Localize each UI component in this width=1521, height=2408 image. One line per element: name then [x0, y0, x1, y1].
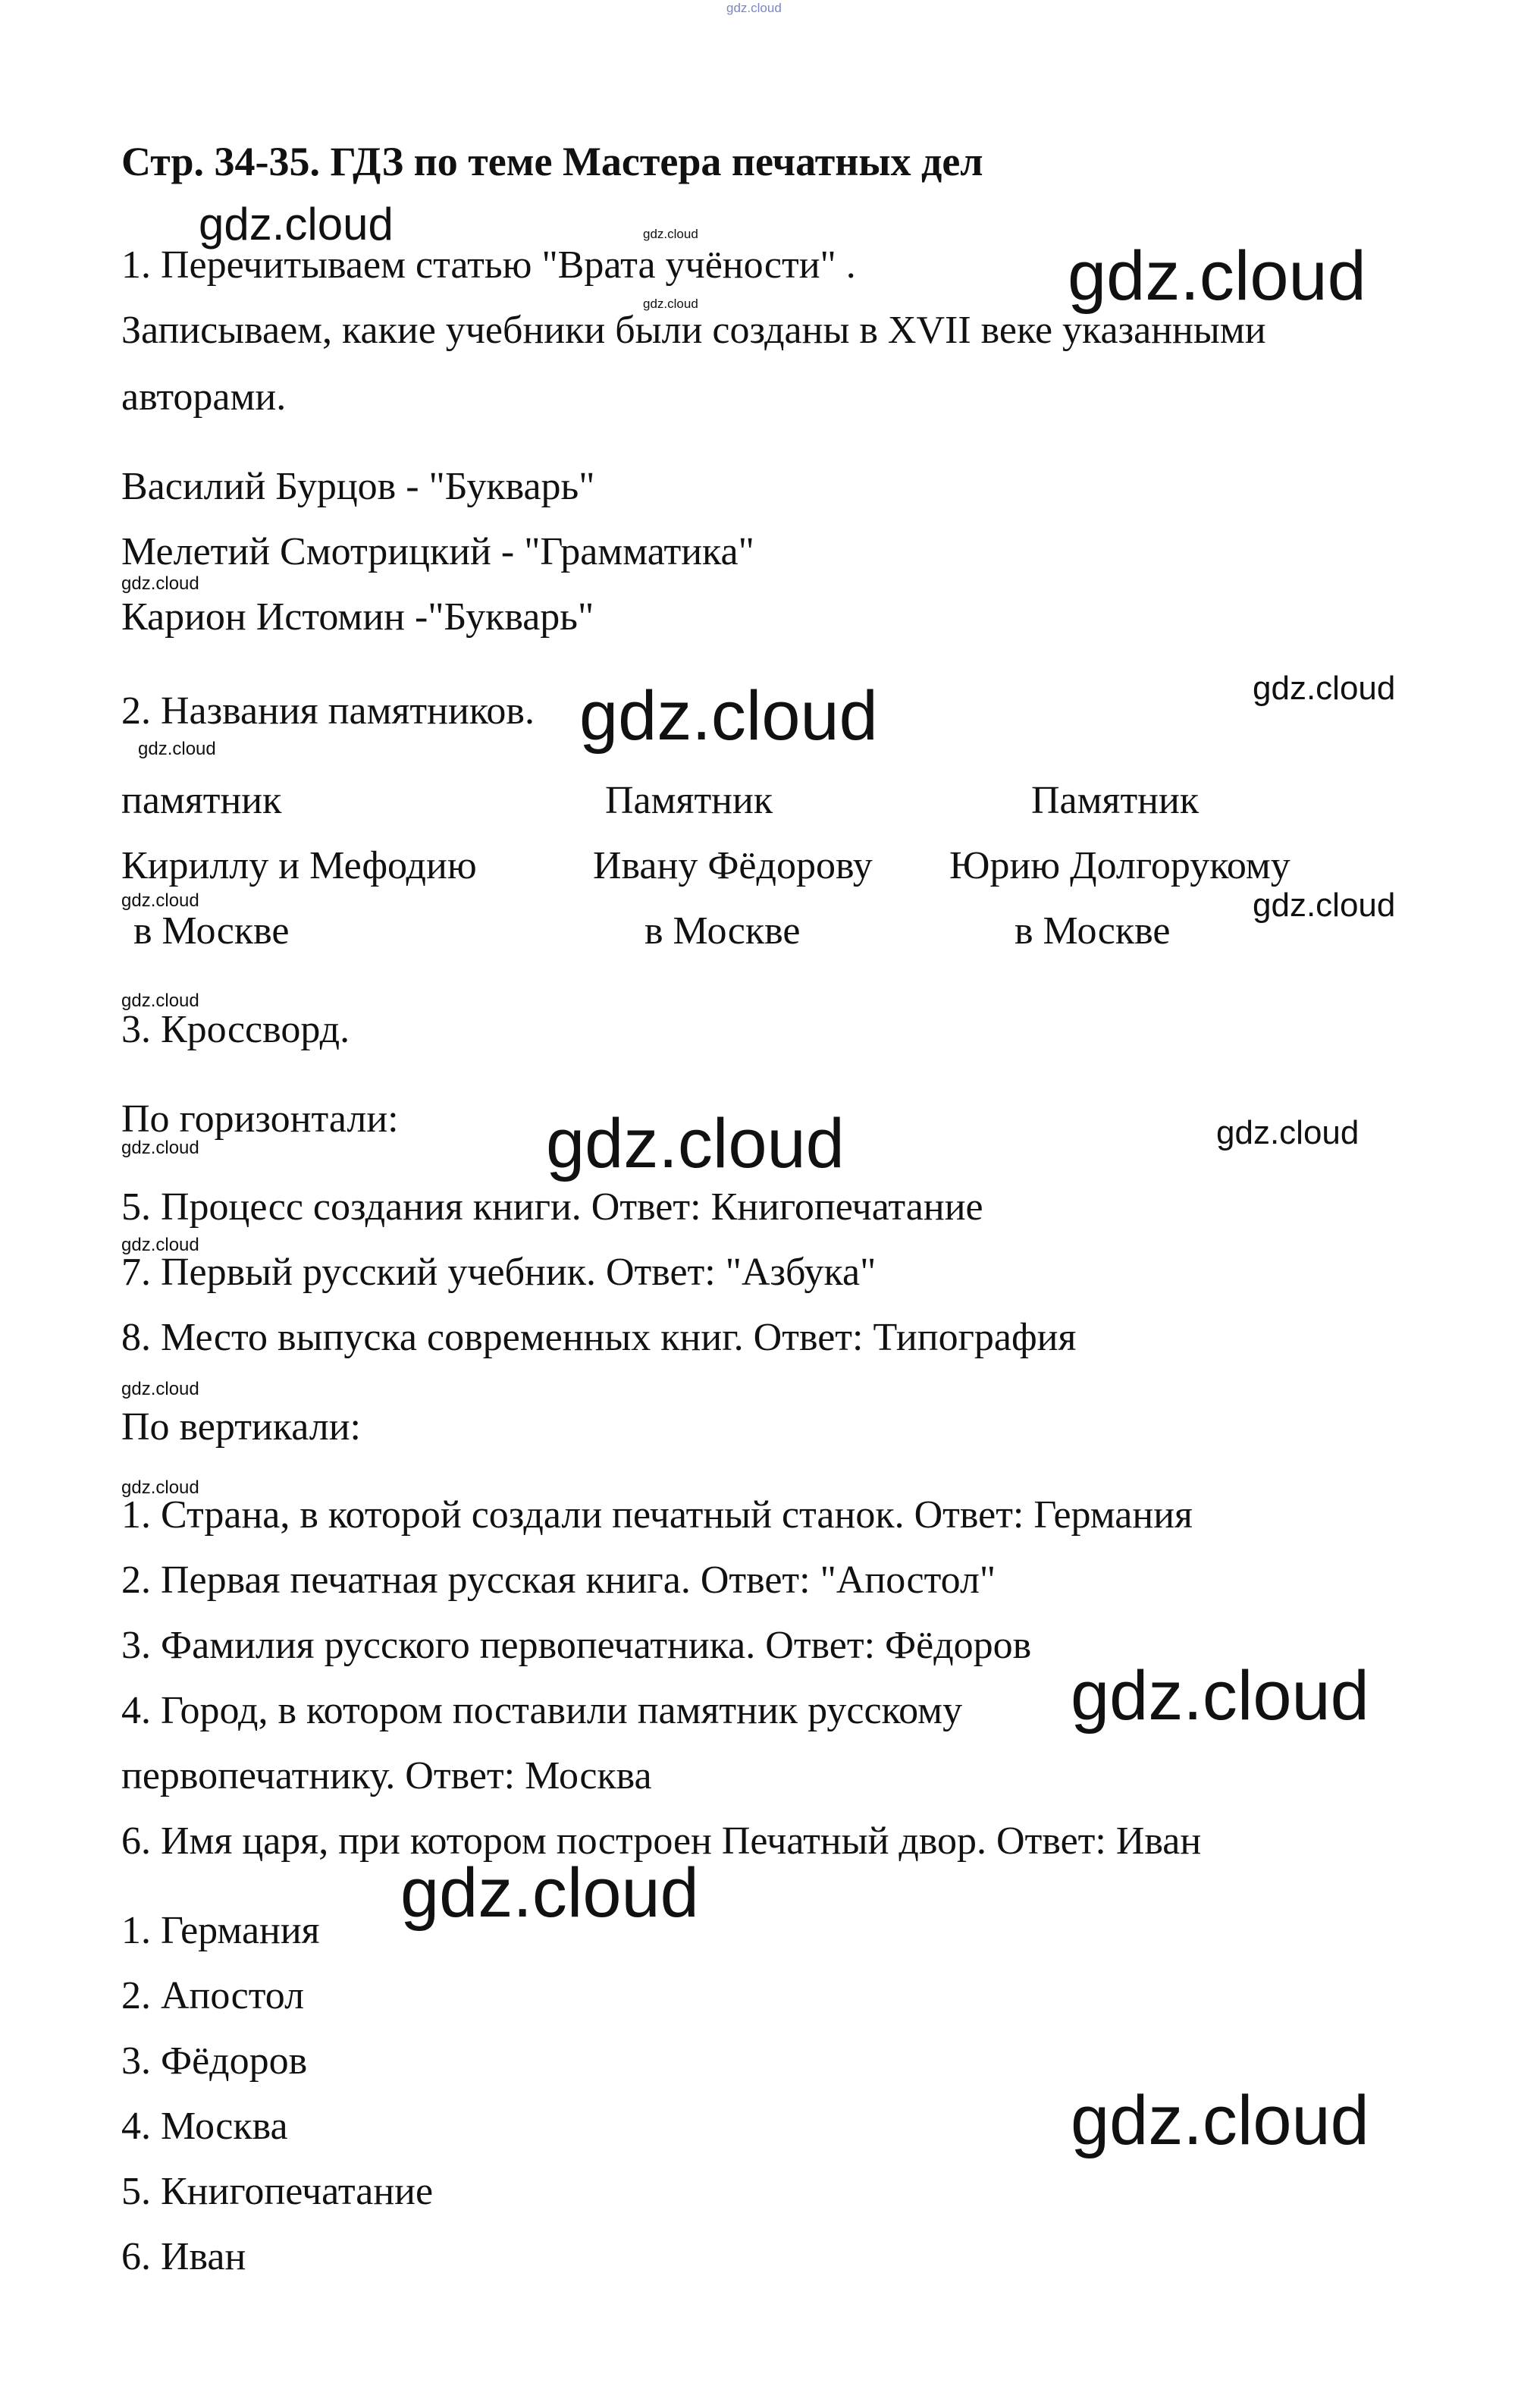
answer-item: 1. Германия: [121, 1909, 320, 1952]
task1-line2: Записываем, какие учебники были созданы в XVII веке указанными: [121, 309, 1266, 352]
vertical-clue: 6. Имя царя, при котором построен Печатный двор. Ответ: Иван: [121, 1819, 1202, 1863]
watermark-logo: gdz.cloud: [1253, 670, 1396, 707]
vertical-clue: первопечатнику. Ответ: Москва: [121, 1754, 652, 1797]
horizontal-heading: По горизонтали:: [121, 1097, 399, 1141]
monument-1-line3: в Москве: [133, 909, 290, 953]
watermark-logo: gdz.cloud: [1068, 237, 1366, 315]
vertical-clue: 1. Страна, в которой создали печатный станок. Ответ: Германия: [121, 1493, 1193, 1537]
watermark-logo: gdz.cloud: [1071, 1657, 1369, 1735]
horizontal-clue: 7. Первый русский учебник. Ответ: "Азбука": [121, 1251, 877, 1294]
task3-heading: 3. Кроссворд.: [121, 1008, 350, 1051]
watermark-logo: gdz.cloud: [546, 1105, 845, 1182]
monument-2-line3: в Москве: [644, 909, 801, 953]
watermark-logo: gdz.cloud: [138, 739, 216, 759]
monument-3-line2: Юрию Долгорукому: [949, 844, 1290, 887]
horizontal-clue: 8. Место выпуска современных книг. Ответ: Типография: [121, 1316, 1077, 1359]
monument-3-line1: Памятник: [1031, 779, 1200, 822]
task1-item: Василий Бурцов - "Букварь": [121, 465, 595, 508]
task2-heading: 2. Названия памятников.: [121, 689, 535, 733]
page-title: Стр. 34-35. ГДЗ по теме Мастера печатных дел: [121, 139, 983, 184]
task1-item: Мелетий Смотрицкий - "Грамматика": [121, 530, 754, 573]
monument-1-line1: памятник: [121, 779, 282, 822]
watermark-logo: gdz.cloud: [121, 1235, 199, 1255]
monument-1-line2: Кириллу и Мефодию: [121, 844, 477, 887]
watermark-logo: gdz.cloud: [1253, 887, 1396, 924]
monument-3-line3: в Москве: [1015, 909, 1171, 953]
watermark-logo: gdz.cloud: [726, 1, 782, 15]
answer-item: 4. Москва: [121, 2105, 288, 2148]
watermark-logo: gdz.cloud: [643, 227, 698, 241]
watermark-logo: gdz.cloud: [579, 677, 878, 755]
watermark-logo: gdz.cloud: [121, 1138, 199, 1158]
monument-2-line1: Памятник: [605, 779, 773, 822]
vertical-clue: 4. Город, в котором поставили памятник русскому: [121, 1689, 963, 1732]
watermark-logo: gdz.cloud: [121, 1477, 199, 1498]
vertical-clue: 2. Первая печатная русская книга. Ответ: "Апостол": [121, 1559, 996, 1602]
answer-item: 5. Книгопечатание: [121, 2170, 434, 2213]
answer-item: 6. Иван: [121, 2235, 246, 2278]
watermark-logo: gdz.cloud: [121, 1379, 199, 1399]
watermark-logo: gdz.cloud: [121, 573, 199, 594]
monument-2-line2: Ивану Фёдорову: [593, 844, 873, 887]
vertical-clue: 3. Фамилия русского первопечатника. Ответ: Фёдоров: [121, 1624, 1032, 1667]
task1-item: Карион Истомин -"Букварь": [121, 595, 594, 639]
watermark-logo: gdz.cloud: [400, 1854, 699, 1932]
watermark-logo: gdz.cloud: [1071, 2082, 1369, 2159]
vertical-heading: По вертикали:: [121, 1405, 361, 1449]
watermark-logo: gdz.cloud: [121, 890, 199, 911]
task1-line3: авторами.: [121, 375, 287, 419]
task1-line1: 1. Перечитываем статью "Врата учёности" .: [121, 243, 856, 287]
watermark-logo: gdz.cloud: [1216, 1114, 1359, 1151]
answer-item: 3. Фёдоров: [121, 2039, 308, 2083]
answer-item: 2. Апостол: [121, 1974, 305, 2017]
watermark-logo: gdz.cloud: [199, 199, 394, 250]
watermark-logo: gdz.cloud: [121, 991, 199, 1011]
watermark-logo: gdz.cloud: [643, 297, 698, 311]
horizontal-clue: 5. Процесс создания книги. Ответ: Книгопечатание: [121, 1185, 983, 1229]
